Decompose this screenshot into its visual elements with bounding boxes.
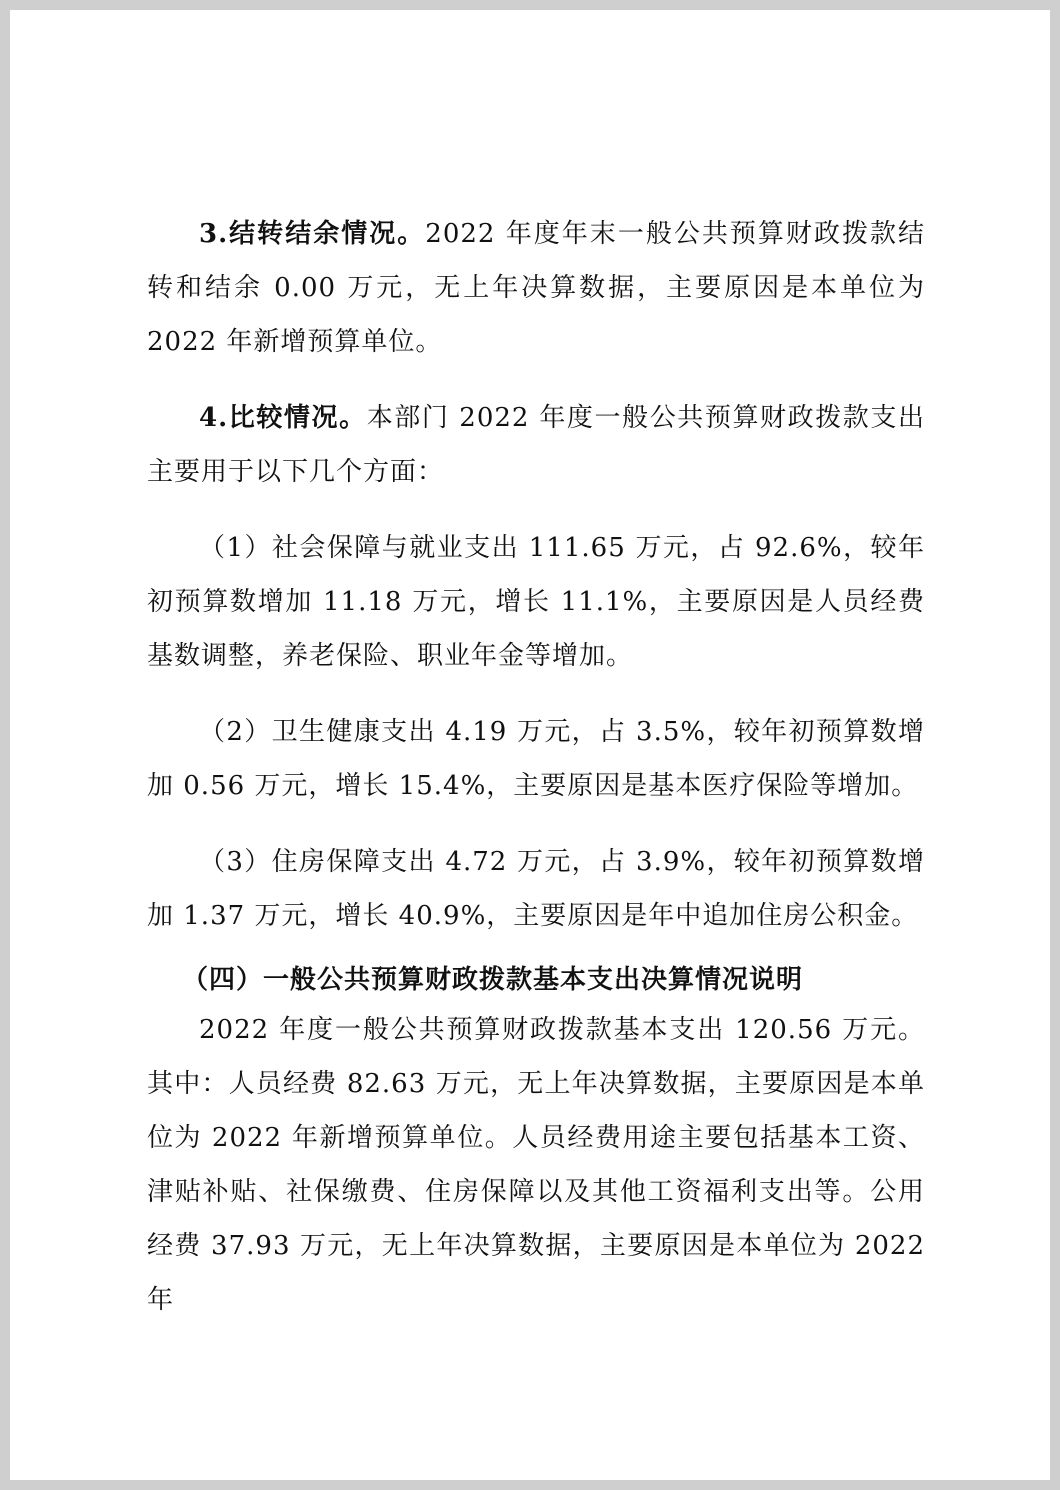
item-social-security: （1）社会保障与就业支出 111.65 万元，占 92.6%，较年初预算数增加 11.18 万元，增长 11.1%，主要原因是人员经费基数调整，养老保险、职业年金等增加。 (147, 533, 925, 671)
comparison-label: 4.比较情况。 (199, 403, 367, 433)
carryover-paragraph (147, 207, 925, 369)
comparison-text: 本部门 2022 年度一般公共预算财政拨款支出主要用于以下几个方面： (147, 403, 925, 487)
comparison-paragraph (147, 391, 925, 499)
carryover-label: 3.结转结余情况。 (199, 219, 426, 249)
section-heading-basic-expenditure: （四）一般公共预算财政拨款基本支出决算情况说明 (182, 965, 804, 995)
item-health: （2）卫生健康支出 4.19 万元，占 3.5%，较年初预算数增加 0.56 万元，增长 15.4%，主要原因是基本医疗保险等增加。 (147, 717, 925, 801)
document-page (10, 10, 1050, 1480)
item-housing: （3）住房保障支出 4.72 万元，占 3.9%，较年初预算数增加 1.37 万元，增长 40.9%，主要原因是年中追加住房公积金。 (147, 847, 925, 931)
carryover-text: 2022 年度年末一般公共预算财政拨款结转和结余 0.00 万元，无上年决算数据，主要原因是本单位为 2022 年新增预算单位。 (147, 219, 925, 357)
basic-expenditure-paragraph: 2022 年度一般公共预算财政拨款基本支出 120.56 万元。其中：人员经费 82.63 万元，无上年决算数据，主要原因是本单位为 2022 年新增预算单位。人员经费用途主要包括基本工资、津贴补贴、社保缴费、住房保障以及其他工资福利支出等。公用经费 37.93 万元，无上年决算数据，主要原因是本单位为 2022 年 (147, 1015, 925, 1315)
